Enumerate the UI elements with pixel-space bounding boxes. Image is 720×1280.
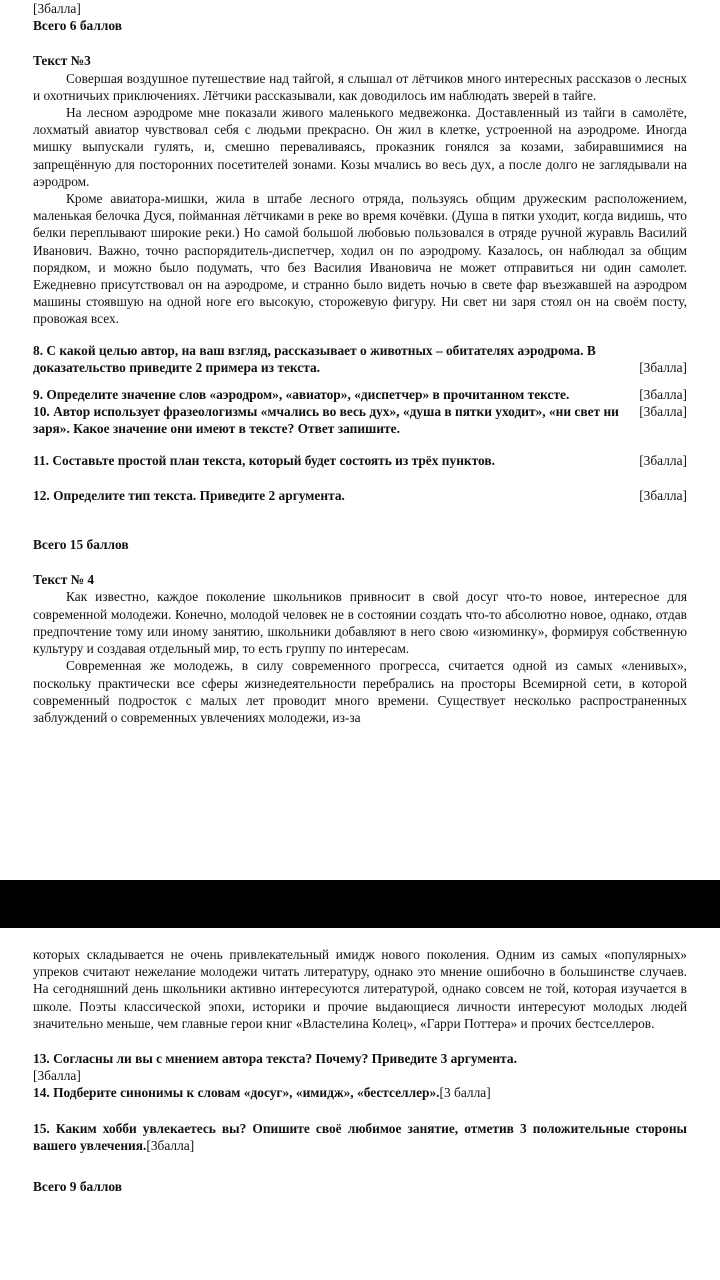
question-14-text: 14. Подберите синонимы к словам «досуг», «имидж», «бестселлер». xyxy=(33,1085,440,1101)
question-12 xyxy=(33,487,687,504)
question-15 xyxy=(33,1120,687,1154)
previous-points: [3балла] xyxy=(33,1,81,16)
text3-title: Текст №3 xyxy=(33,53,91,69)
question-11 xyxy=(33,452,687,469)
question-12-points: [3балла] xyxy=(639,487,687,503)
question-9-points: [3балла] xyxy=(639,387,687,403)
question-13-text: 13. Согласны ли вы с мнением автора текста? Почему? Приведите 3 аргумента. xyxy=(33,1051,517,1067)
text4-paragraph-2: Современная же молодежь, в силу современного прогресса, считается одной из самых «ленивых», поскольку практически все сферы жизнедеятельности перебрались на просторы Всемирной сети, в которой современный подросток с малых лет проводит много времени. Существует несколько распространенных заблуждений о современных увлечениях молодежи, из-за xyxy=(33,658,687,725)
total-score-15: Всего 15 баллов xyxy=(33,537,129,553)
page-bottom xyxy=(0,928,720,1280)
question-13 xyxy=(33,1050,687,1067)
question-8 xyxy=(33,342,687,376)
question-14-points: [3 балла] xyxy=(439,1085,491,1101)
black-divider-bar xyxy=(0,880,720,928)
question-10-points: [3балла] xyxy=(639,404,687,420)
question-9 xyxy=(33,386,687,403)
question-13-points: [3балла] xyxy=(33,1068,81,1084)
total-score-9: Всего 9 баллов xyxy=(33,1179,122,1195)
text3-paragraph-2: На лесном аэродроме мне показали живого маленького медвежонка. Доставленный из тайги в самолёте, лохматый авиатор чувствовал себя с людьми прекрасно. Он жил в клетке, устроенной на аэродроме. Иногда мишку выпускали гулять, и, смешно переваливаясь, проказник гонялся за козами, забиравшимися на запрещённую для посторонних посетителей зонами. Козы мчались во весь дух, а после долго не заглядывали на аэродром. xyxy=(33,105,687,189)
text4-paragraph-continued: которых складывается не очень привлекательный имидж нового поколения. Одним из самых «популярных» упреков считают нежелание молодежи читать литературу, однако это мнение ошибочно в большинстве случаев. На сегодняшний день школьники активно интересуются литературой, однако совсем не той, которая изучается в школе. Поэты классической эпохи, историки и прочие выдающиеся личности интересуют молодых людей значительно меньше, чем главные герои книг «Властелина Колец», «Гарри Поттера» и прочих бестселлеров. xyxy=(33,947,687,1031)
question-11-text: 11. Составьте простой план текста, который будет состоять из трёх пунктов. xyxy=(33,452,495,468)
question-8-text: 8. С какой целью автор, на ваш взгляд, рассказывает о животных – обитателях аэродрома. В доказательство приведите 2 примера из текста. xyxy=(33,342,596,375)
question-15-text: 15. Каким хобби увлекаетесь вы? Опишите своё любимое занятие, отметив 3 положительные стороны вашего увлечения. xyxy=(33,1120,687,1153)
text3-paragraph-3: Кроме авиатора-мишки, жила в штабе лесного отряда, пользуясь общим дружеским расположением, маленькая белочка Дуся, пойманная лётчиками в реке во время кочёвки. (Душа в пятки уходит, когда видишь, что белки переплывают широкие реки.) Но самой большой любовью пользовался в отряде ручной журавль Василий Иванович. Важно, точно распорядитель-диспетчер, ходил он по аэродрому. Казалось, он наблюдал за общим порядком, и можно было подумать, что без Василия Ивановича не может отправиться ни один самолет. Ежедневно присутствовал он на аэродроме, и странно было видеть ночью в свете фар въезжавшей на аэродром машины стоявшую на одной ноге его высокую, сторожевую фигуру. Ни свет ни заря стоял он на своём посту, провожая всех. xyxy=(33,191,687,327)
question-14 xyxy=(33,1084,687,1101)
question-10 xyxy=(33,403,687,437)
question-10-text: 10. Автор использует фразеологизмы «мчались во весь дух», «душа в пятки уходит», «ни свет ни заря». Какое значение они имеют в тексте? Ответ запишите. xyxy=(33,404,619,437)
question-9-text: 9. Определите значение слов «аэродром», «авиатор», «диспетчер» в прочитанном тексте. xyxy=(33,387,570,403)
question-8-points: [3балла] xyxy=(639,359,687,375)
text4-paragraph-1: Как известно, каждое поколение школьников привносит в свой досуг что-то новое, интересное для современной молодежи. Конечно, молодой человек не в состоянии создать что-то абсолютно новое, однако, отдав предпочтение тому или иному занятию, школьники добавляют в него свою «изюминку», формируя собственную культуру и создавая отдельный мир, то есть группу по интересам. xyxy=(33,589,687,657)
question-15-points: [3балла] xyxy=(146,1137,195,1153)
text3-paragraph-1: Совершая воздушное путешествие над тайгой, я слышал от лётчиков много интересных рассказов о лесных и охотничьих приключениях. Лётчики рассказывали, как доводилось им наблюдать зверей в тайге. xyxy=(33,70,687,103)
question-12-text: 12. Определите тип текста. Приведите 2 аргумента. xyxy=(33,487,345,503)
total-score-6: Всего 6 баллов xyxy=(33,18,122,34)
text4-title: Текст № 4 xyxy=(33,572,95,588)
question-11-points: [3балла] xyxy=(639,452,687,468)
